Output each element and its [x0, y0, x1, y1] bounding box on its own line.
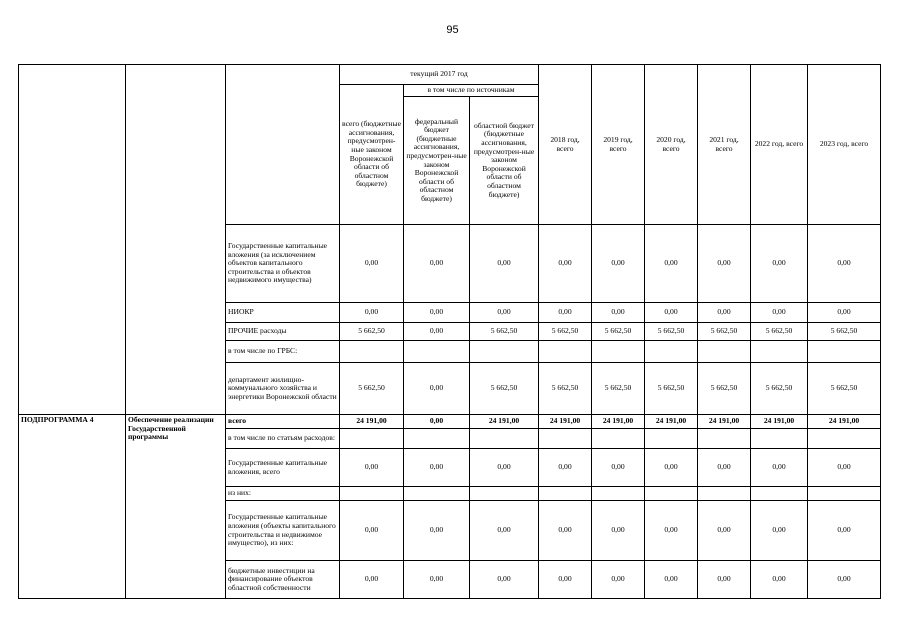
value-cell [470, 429, 539, 449]
value-cell: 0,00 [592, 501, 645, 561]
value-cell: 5 662,50 [808, 323, 881, 341]
header-empty-1 [19, 65, 126, 225]
value-cell: 0,00 [340, 561, 404, 599]
subprogram-code: ПОДПРОГРАММА 4 [19, 415, 126, 599]
value-cell: 5 662,50 [340, 363, 404, 415]
value-cell: 24 191,00 [645, 415, 698, 429]
value-cell: 0,00 [404, 415, 470, 429]
value-cell: 24 191,00 [751, 415, 808, 429]
value-cell [808, 487, 881, 501]
value-cell: 0,00 [404, 363, 470, 415]
value-cell: 0,00 [340, 225, 404, 303]
header-row-1 [19, 65, 881, 85]
value-cell: 0,00 [751, 225, 808, 303]
value-cell [751, 341, 808, 363]
value-cell: 0,00 [751, 501, 808, 561]
value-cell: 5 662,50 [340, 323, 404, 341]
value-cell: 0,00 [751, 303, 808, 323]
value-cell: 5 662,50 [645, 363, 698, 415]
header-2022: 2022 год, всего [751, 65, 808, 225]
header-empty-2 [126, 65, 226, 225]
value-cell [645, 341, 698, 363]
header-2023: 2023 год, всего [808, 65, 881, 225]
value-cell: 0,00 [808, 561, 881, 599]
value-cell [808, 429, 881, 449]
value-cell: 0,00 [340, 501, 404, 561]
header-2018: 2018 год, всего [539, 65, 592, 225]
value-cell: 0,00 [808, 449, 881, 487]
value-cell [340, 487, 404, 501]
value-cell: 5 662,50 [751, 323, 808, 341]
value-cell: 0,00 [698, 303, 751, 323]
value-cell: 5 662,50 [539, 323, 592, 341]
header-of-which: в том числе по источникам [404, 85, 539, 97]
value-cell [808, 341, 881, 363]
value-cell: 0,00 [592, 303, 645, 323]
value-cell [698, 341, 751, 363]
value-cell [404, 429, 470, 449]
value-cell: 0,00 [404, 225, 470, 303]
empty-code-cell [19, 225, 126, 415]
header-total: всего (бюджетные ассигнования, предусмотрен-ные законом Воронежской области об областном бюджете) [340, 85, 404, 225]
value-cell: 0,00 [592, 449, 645, 487]
value-cell: 0,00 [539, 225, 592, 303]
value-cell: 0,00 [539, 303, 592, 323]
subprogram-name: Обеспечение реализации Государственной программы [126, 415, 226, 599]
value-cell: 0,00 [340, 303, 404, 323]
value-cell: 0,00 [698, 225, 751, 303]
value-cell [539, 429, 592, 449]
value-cell: 0,00 [470, 303, 539, 323]
value-cell [698, 429, 751, 449]
row-label: НИОКР [226, 303, 340, 323]
value-cell: 0,00 [808, 303, 881, 323]
value-cell: 0,00 [645, 225, 698, 303]
value-cell [592, 429, 645, 449]
value-cell [404, 341, 470, 363]
value-cell: 0,00 [808, 225, 881, 303]
value-cell: 0,00 [404, 323, 470, 341]
value-cell: 24 191,00 [539, 415, 592, 429]
value-cell [698, 487, 751, 501]
value-cell: 0,00 [470, 501, 539, 561]
value-cell: 0,00 [751, 449, 808, 487]
value-cell: 0,00 [404, 561, 470, 599]
value-cell: 24 191,00 [808, 415, 881, 429]
page-number: 95 [446, 24, 459, 36]
value-cell: 0,00 [645, 303, 698, 323]
value-cell: 5 662,50 [470, 363, 539, 415]
value-cell: 0,00 [539, 449, 592, 487]
value-cell [470, 487, 539, 501]
value-cell: 0,00 [539, 501, 592, 561]
header-2021: 2021 год, всего [698, 65, 751, 225]
value-cell: 24 191,00 [340, 415, 404, 429]
value-cell [751, 429, 808, 449]
value-cell [592, 487, 645, 501]
table-row [19, 415, 881, 429]
value-cell: 24 191,00 [698, 415, 751, 429]
empty-name-cell [126, 225, 226, 415]
row-label: Государственные капитальные вложения, всего [226, 449, 340, 487]
row-label: ПРОЧИЕ расходы [226, 323, 340, 341]
value-cell [751, 487, 808, 501]
value-cell: 0,00 [698, 449, 751, 487]
value-cell: 24 191,00 [470, 415, 539, 429]
value-cell: 0,00 [470, 449, 539, 487]
value-cell [645, 487, 698, 501]
value-cell: 0,00 [645, 449, 698, 487]
value-cell: 0,00 [808, 501, 881, 561]
value-cell: 5 662,50 [751, 363, 808, 415]
value-cell: 0,00 [404, 449, 470, 487]
header-federal: федеральный бюджет (бюджетные ассигнования, предусмотрен-ные законом Воронежской области об областном бюджете) [404, 97, 470, 225]
value-cell: 0,00 [404, 303, 470, 323]
header-regional: областной бюджет (бюджетные ассигнования, предусмотрен-ные законом Воронежской области об областном бюджете) [470, 97, 539, 225]
value-cell [592, 341, 645, 363]
header-2019: 2019 год, всего [592, 65, 645, 225]
value-cell: 0,00 [592, 225, 645, 303]
value-cell: 5 662,50 [698, 363, 751, 415]
value-cell: 0,00 [470, 225, 539, 303]
value-cell: 5 662,50 [592, 323, 645, 341]
value-cell [340, 429, 404, 449]
row-label: департамент жилищно-коммунального хозяйства и энергетики Воронежской области [226, 363, 340, 415]
row-label: в том числе по статьям расходов: [226, 429, 340, 449]
row-label: в том числе по ГРБС: [226, 341, 340, 363]
value-cell: 5 662,50 [539, 363, 592, 415]
value-cell: 0,00 [645, 501, 698, 561]
row-label: Государственные капитальные вложения (за исключением объектов капитального строительства и объектов недвижимого имущества) [226, 225, 340, 303]
value-cell: 5 662,50 [808, 363, 881, 415]
value-cell: 0,00 [698, 501, 751, 561]
value-cell [404, 487, 470, 501]
value-cell: 0,00 [404, 501, 470, 561]
value-cell: 0,00 [470, 561, 539, 599]
value-cell: 0,00 [645, 561, 698, 599]
value-cell: 5 662,50 [592, 363, 645, 415]
budget-table [18, 64, 881, 599]
value-cell: 0,00 [592, 561, 645, 599]
value-cell: 0,00 [340, 449, 404, 487]
value-cell [539, 487, 592, 501]
row-label: бюджетные инвестиции на финансирование объектов областной собственности [226, 561, 340, 599]
value-cell: 0,00 [539, 561, 592, 599]
table-row [19, 225, 881, 303]
value-cell [470, 341, 539, 363]
row-label: из них: [226, 487, 340, 501]
value-cell: 24 191,00 [592, 415, 645, 429]
row-label: всего [226, 415, 340, 429]
row-label: Государственные капитальные вложения (объекты капитального строительства и недвижимое имущество), из них: [226, 501, 340, 561]
value-cell: 5 662,50 [470, 323, 539, 341]
value-cell [539, 341, 592, 363]
header-2020: 2020 год, всего [645, 65, 698, 225]
value-cell: 0,00 [751, 561, 808, 599]
header-current-year: текущий 2017 год [340, 65, 539, 85]
header-empty-3 [226, 65, 340, 225]
value-cell: 0,00 [698, 561, 751, 599]
value-cell: 5 662,50 [698, 323, 751, 341]
value-cell [340, 341, 404, 363]
value-cell: 5 662,50 [645, 323, 698, 341]
value-cell [645, 429, 698, 449]
